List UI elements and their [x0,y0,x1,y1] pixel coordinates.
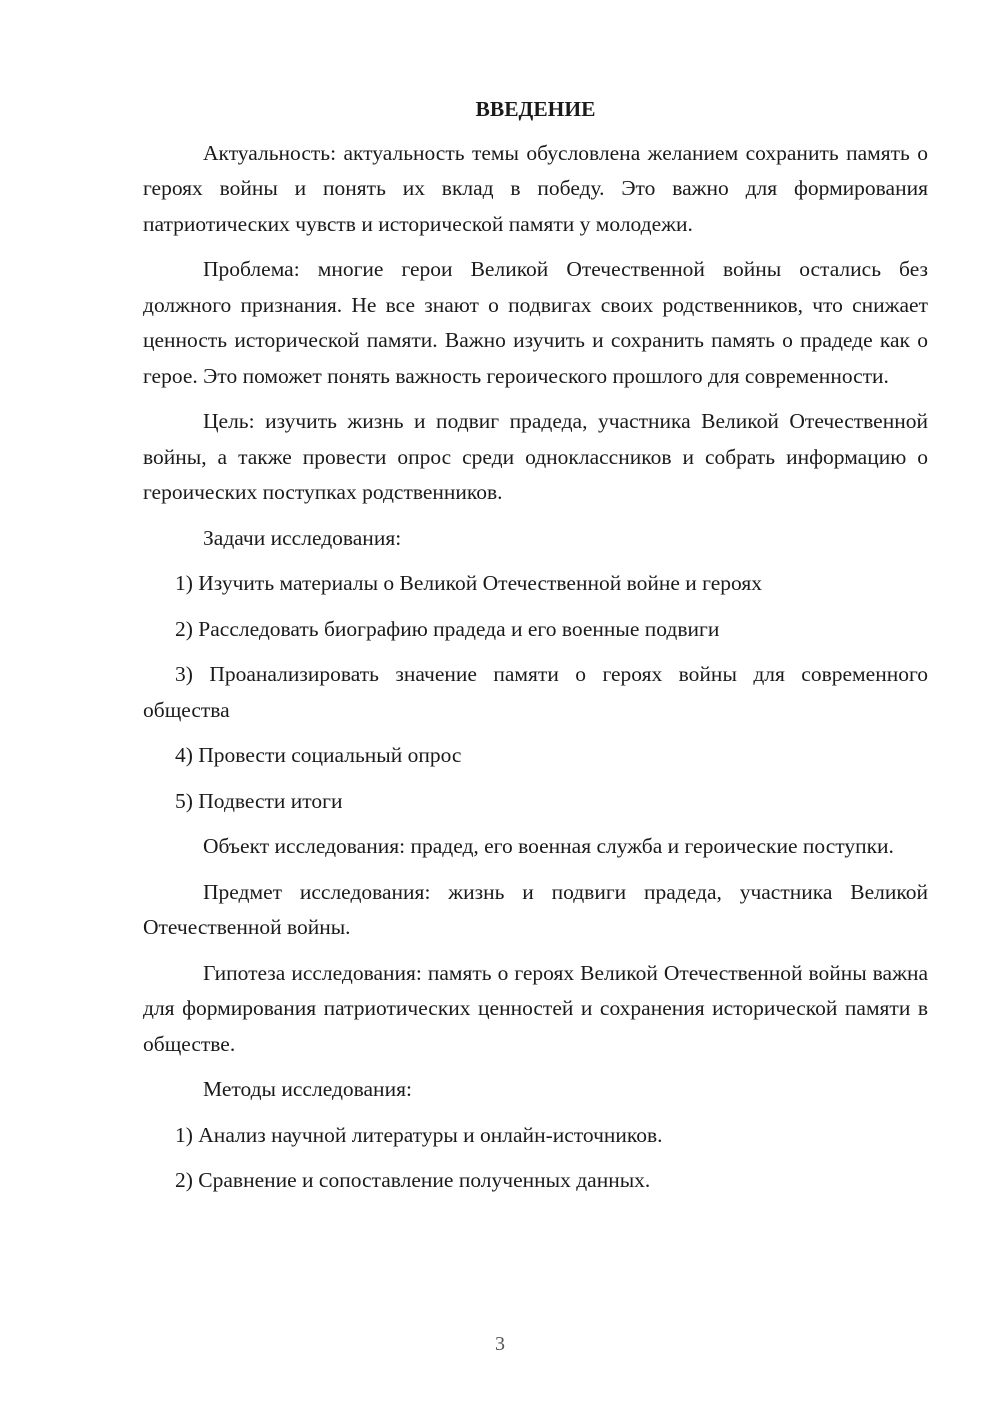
task-item-5: 5) Подвести итоги [175,788,343,813]
paragraph-goal: Цель: изучить жизнь и подвиг прадеда, участника Великой Отечественной войны, а также провести опрос среди одноклассников и собрать информацию о героических поступках родственников. [143,409,928,504]
paragraph-tasks-heading: Задачи исследования: [203,525,402,550]
method-item-2: 2) Сравнение и сопоставление полученных данных. [175,1168,651,1192]
task-item-3: 3) Проанализировать значение памяти о героях войны для современного общества [143,662,928,722]
task-item-1: 1) Изучить материалы о Великой Отечественной войне и героях [175,571,762,595]
document-page [143,92,928,1209]
paragraph-object: Объект исследования: прадед, его военная служба и героические поступки. [203,834,894,858]
task-item-4: 4) Провести социальный опрос [175,743,462,767]
task-item-2: 2) Расследовать биографию прадеда и его военные подвиги [175,616,720,641]
paragraph-relevance: Актуальность: актуальность темы обусловлена желанием сохранить память о героях войны и понять их вклад в победу. Это важно для формирования патриотических чувств и исторической памяти у молодежи. [143,140,928,236]
page-number: 3 [495,1333,505,1355]
paragraph-subject: Предмет исследования: жизнь и подвиги прадеда, участника Великой Отечественной войны. [143,879,928,939]
section-title: ВВЕДЕНИЕ [475,97,596,121]
method-item-1: 1) Анализ научной литературы и онлайн-источников. [175,1122,663,1147]
paragraph-methods-heading: Методы исследования: [203,1077,412,1101]
paragraph-problem: Проблема: многие герои Великой Отечественной войны остались без должного признания. Не все знают о подвигах своих родственников, что снижает ценность исторической памяти. Важно изучить и сохранить память о прадеде как о герое. Это поможет понять важность героического прошлого для современности. [143,257,928,388]
paragraph-hypothesis: Гипотеза исследования: память о героях Великой Отечественной войны важна для формирования патриотических ценностей и сохранения исторической памяти в обществе. [143,960,928,1056]
